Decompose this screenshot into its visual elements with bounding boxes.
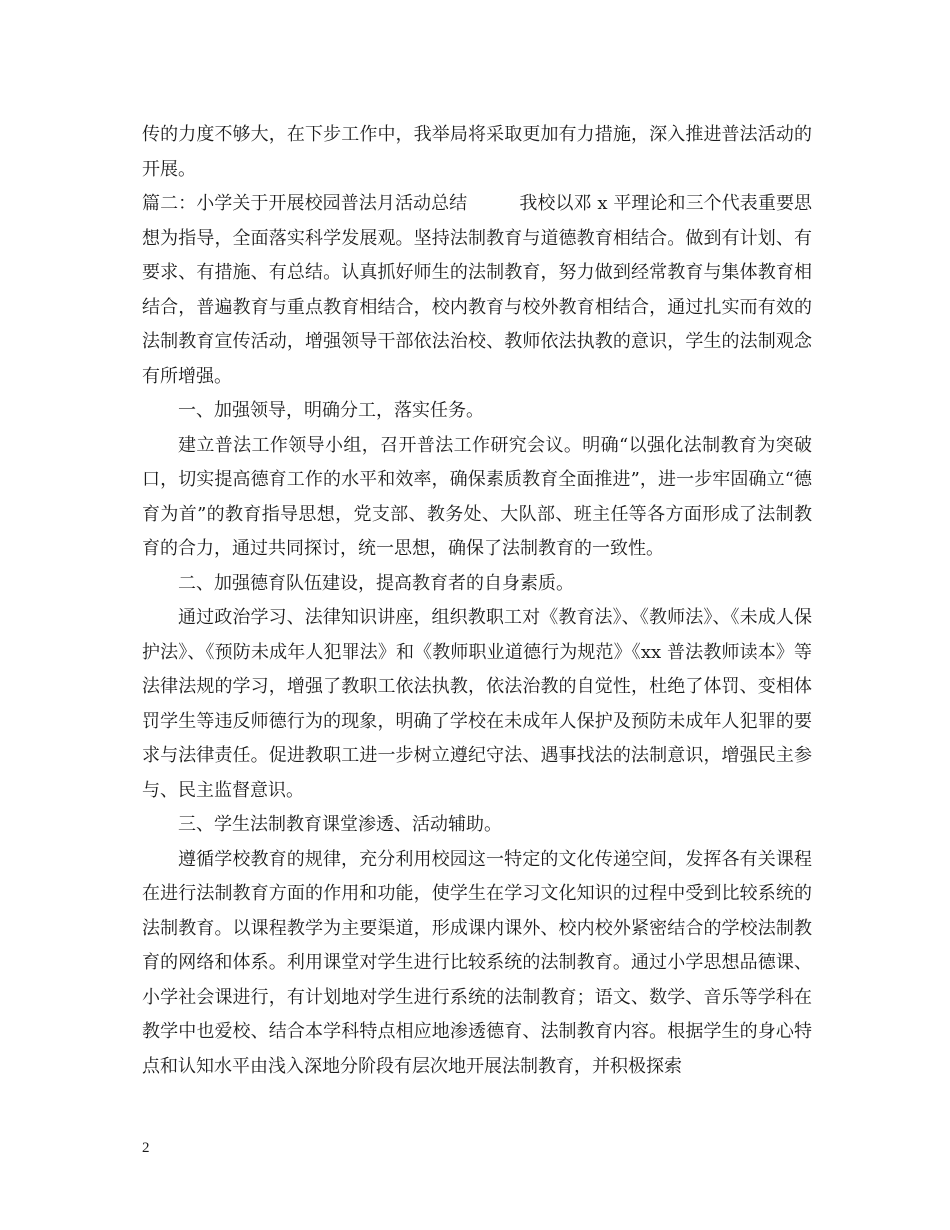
subheading-two: 二、加强德育队伍建设，提高教育者的自身素质。	[178, 572, 574, 594]
paragraph-teacher-training: 通过政治学习、法律知识讲座，组织教职工对《教育法》、《教师法》、《未成人保护法》、《预防未成年人犯罪法》和《教师职业道德行为规范》《xx 普法教师读本》等法律法规的学习，增强了教职工依法执教，依法治教的自觉性，杜绝了体罚、变相体罚学生等违反师德行为的现象，明确了学校在未成年人保护及预防未成年人犯罪的要求与法律责任。促进教职工进一步树立遵纪守法、遇事找法的法制意识，增强民主参与、民主监督意识。	[142, 607, 812, 801]
document-body	[142, 118, 812, 1084]
paragraph-leadership: 建立普法工作领导小组，召开普法工作研究会议。明确“以强化法制教育为突破口，切实提高德育工作的水平和效率，确保素质教育全面推进”，进一步牢固确立“德育为首”的教育指导思想，党支部、教务处、大队部、班主任等各方面形成了法制教育的合力，通过共同探讨，统一思想，确保了法制教育的一致性。	[142, 434, 812, 559]
page-number: 2	[142, 1140, 150, 1156]
section-intro: 我校以邓 x 平理论和三个代表重要思想为指导，全面落实科学发展观。坚持法制教育与道德教育相结合。做到有计划、有要求、有措施、有总结。认真抓好师生的法制教育，努力做到经常教育与集体教育相结合，普遍教育与重点教育相结合，校内教育与校外教育相结合，通过扎实而有效的法制教育宣传活动，增强领导干部依法治校、教师依法执教的意识，学生的法制观念有所增强。	[142, 193, 813, 387]
subheading-one: 一、加强领导，明确分工，落实任务。	[178, 400, 484, 421]
paragraph-section-two	[142, 187, 812, 394]
paragraph-continuation: 传的力度不够大，在下步工作中，我举局将采取更加有力措施，深入推进普法活动的开展。	[142, 124, 812, 180]
paragraph-classroom-education: 遵循学校教育的规律，充分利用校园这一特定的文化传递空间，发挥各有关课程在进行法制教育方面的作用和功能，使学生在学习文化知识的过程中受到比较系统的法制教育。以课程教学为主要渠道，形成课内课外、校内校外紧密结合的学校法制教育的网络和体系。利用课堂对学生进行比较系统的法制教育。通过小学思想品德课、小学社会课进行，有计划地对学生进行系统的法制教育；语文、数学、音乐等学科在教学中也爱校、结合本学科特点相应地渗透德育、法制教育内容。根据学生的身心特点和认知水平由浅入深地分阶段有层次地开展法制教育，并积极探索	[142, 848, 812, 1077]
section-heading: 篇二：小学关于开展校园普法月活动总结	[142, 193, 468, 214]
subheading-three: 三、学生法制教育课堂渗透、活动辅助。	[178, 814, 502, 835]
